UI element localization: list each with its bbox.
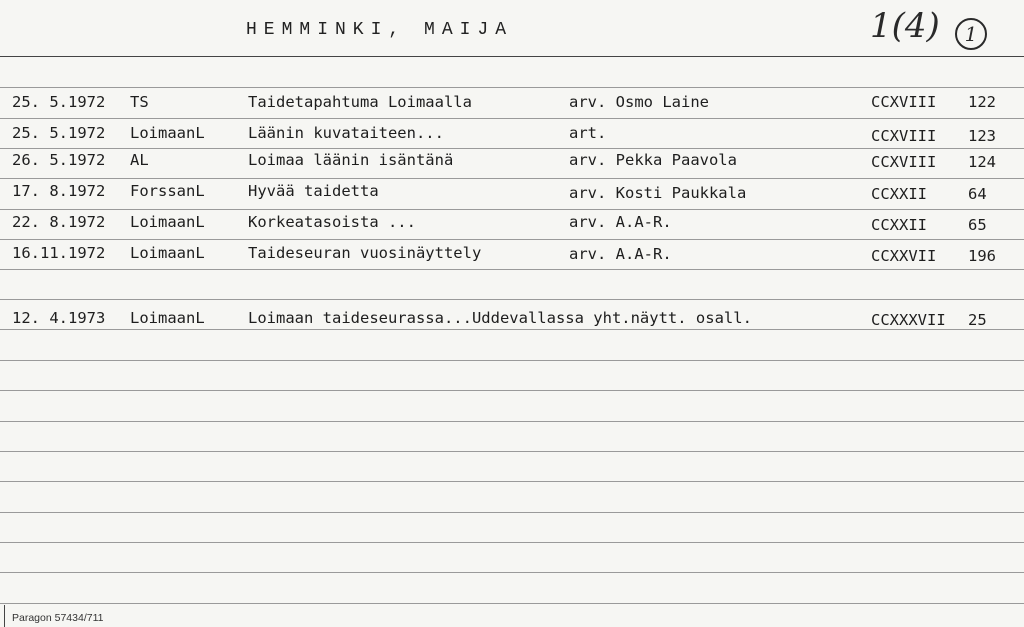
entry-type: arv. A.A-R. bbox=[569, 245, 672, 263]
entry-date: 25. 5.1972 bbox=[12, 124, 106, 142]
entry-title: Korkeatasoista ... bbox=[248, 213, 416, 231]
card-edge-mark bbox=[4, 605, 5, 627]
card-title: HEMMINKI, MAIJA bbox=[246, 20, 514, 40]
entry-title: Taidetapahtuma Loimaalla bbox=[248, 93, 472, 111]
entry-date: 25. 5.1972 bbox=[12, 93, 106, 111]
ruled-line bbox=[0, 421, 1024, 422]
entry-page: 64 bbox=[968, 185, 987, 203]
entry-date: 17. 8.1972 bbox=[12, 182, 106, 200]
entry-row bbox=[0, 213, 1024, 233]
entry-page: 123 bbox=[968, 127, 996, 145]
entry-type: art. bbox=[569, 124, 607, 142]
entry-type: arv. Kosti Paukkala bbox=[569, 184, 747, 202]
ruled-line bbox=[0, 178, 1024, 179]
entry-paper: TS bbox=[130, 93, 149, 111]
entry-page: 25 bbox=[968, 311, 987, 329]
entry-paper: LoimaanL bbox=[130, 244, 205, 262]
entry-date: 22. 8.1972 bbox=[12, 213, 106, 231]
entry-paper: AL bbox=[130, 151, 149, 169]
entry-page: 124 bbox=[968, 153, 996, 171]
card-number-badge: 1 bbox=[955, 18, 987, 50]
entry-title: Loimaan taideseurassa...Uddevallassa yht.näytt. osall. bbox=[248, 309, 752, 327]
ruled-line bbox=[0, 118, 1024, 119]
page-indicator: 1(4) bbox=[870, 6, 940, 46]
entry-page: 65 bbox=[968, 216, 987, 234]
entry-volume: CCXXVII bbox=[871, 247, 937, 265]
entry-volume: CCXVIII bbox=[871, 153, 937, 171]
entry-paper: LoimaanL bbox=[130, 309, 205, 327]
ruled-line bbox=[0, 390, 1024, 391]
entry-row bbox=[0, 93, 1024, 113]
ruled-line bbox=[0, 603, 1024, 604]
entry-row bbox=[0, 309, 1024, 329]
entry-paper: LoimaanL bbox=[130, 124, 205, 142]
ruled-line bbox=[0, 451, 1024, 452]
entry-paper: LoimaanL bbox=[130, 213, 205, 231]
entry-type: arv. A.A-R. bbox=[569, 213, 672, 231]
ruled-line bbox=[0, 512, 1024, 513]
entry-title: Loimaa läänin isäntänä bbox=[248, 151, 454, 169]
header-rule bbox=[0, 56, 1024, 57]
ruled-line bbox=[0, 299, 1024, 300]
entry-title: Läänin kuvataiteen... bbox=[248, 124, 444, 142]
entry-type: arv. Osmo Laine bbox=[569, 93, 709, 111]
entry-row bbox=[0, 124, 1024, 144]
entry-volume: CCXVIII bbox=[871, 127, 937, 145]
entry-date: 16.11.1972 bbox=[12, 244, 106, 262]
ruled-line bbox=[0, 572, 1024, 573]
ruled-line bbox=[0, 239, 1024, 240]
entry-title: Taideseuran vuosinäyttely bbox=[248, 244, 482, 262]
entry-row bbox=[0, 244, 1024, 264]
printer-brand: Paragon 57434/711 bbox=[12, 612, 104, 624]
entry-volume: CCXXII bbox=[871, 216, 927, 234]
entry-type: arv. Pekka Paavola bbox=[569, 151, 737, 169]
entry-volume: CCXVIII bbox=[871, 93, 937, 111]
ruled-line bbox=[0, 87, 1024, 88]
ruled-line bbox=[0, 269, 1024, 270]
entry-paper: ForssanL bbox=[130, 182, 205, 200]
entry-page: 122 bbox=[968, 93, 996, 111]
entry-row bbox=[0, 182, 1024, 202]
ruled-line bbox=[0, 209, 1024, 210]
entry-page: 196 bbox=[968, 247, 996, 265]
entry-date: 12. 4.1973 bbox=[12, 309, 106, 327]
entry-volume: CCXXII bbox=[871, 185, 927, 203]
entry-volume: CCXXXVII bbox=[871, 311, 946, 329]
ruled-line bbox=[0, 481, 1024, 482]
ruled-line bbox=[0, 360, 1024, 361]
entry-row bbox=[0, 151, 1024, 171]
entry-date: 26. 5.1972 bbox=[12, 151, 106, 169]
entry-title: Hyvää taidetta bbox=[248, 182, 379, 200]
ruled-line bbox=[0, 542, 1024, 543]
ruled-line bbox=[0, 148, 1024, 149]
ruled-line bbox=[0, 329, 1024, 330]
